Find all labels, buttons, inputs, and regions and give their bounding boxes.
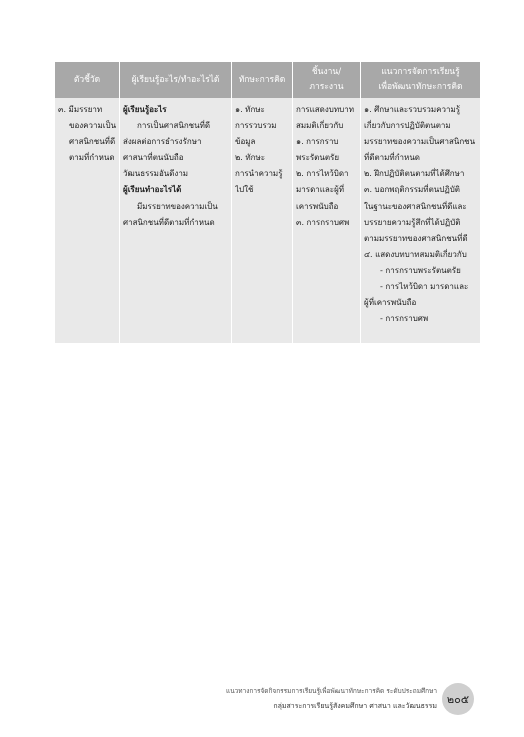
learning-table: [55, 62, 480, 343]
table-row: [55, 98, 480, 343]
learn-know-heading: ผู้เรียนรู้อะไร: [123, 105, 167, 114]
learn-know-line: ส่งผลต่อการธำรงรักษา: [123, 137, 202, 147]
cell-tasks: [293, 98, 361, 343]
activity-line: ๔. แสดงบทบาทสมมติเกี่ยวกับ: [364, 249, 467, 259]
activity-bullet: - การกราบพระรัตนตรัย: [380, 265, 461, 275]
learn-know-line: ศาสนาที่ตนนับถือ: [123, 153, 184, 163]
activity-bullet: - การกราบศพ: [380, 314, 429, 324]
activity-line: ที่ดีตามที่กำหนด: [364, 153, 420, 163]
page-footer: [226, 684, 437, 714]
header-indicator: ตัวชี้วัด: [55, 62, 120, 98]
cell-indicator: [55, 98, 120, 343]
header-learning: ผู้เรียนรู้อะไร/ทำอะไรได้: [120, 62, 232, 98]
header-activities-line2: เพื่อพัฒนาทักษะการคิด: [378, 82, 463, 92]
cell-learning: [120, 98, 232, 343]
table-header-row: [55, 62, 480, 98]
task-line: ๒. การไหว้บิดา: [296, 169, 349, 179]
learn-know-line: การเป็นศาสนิกชนที่ดี: [137, 121, 211, 131]
header-activities: [361, 62, 481, 98]
activity-line: ตามมรรยาทของศาสนิกชนที่ดี: [364, 233, 468, 243]
indicator-line: ของความเป็น: [69, 121, 116, 131]
activity-line: เกี่ยวกับการปฏิบัติตนตาม: [364, 121, 451, 131]
indicator-table: [55, 62, 476, 343]
task-line: พระรัตนตรัย: [296, 153, 340, 163]
activity-bullet: - การไหว้บิดา มารดาและ: [380, 282, 469, 292]
header-tasks: [293, 62, 361, 98]
header-tasks-line2: ภาระงาน: [309, 82, 344, 92]
skill-line: ข้อมูล: [235, 137, 256, 147]
task-line: มารดาและผู้ที่: [296, 185, 345, 195]
skill-line: ๒. ทักษะ: [235, 153, 266, 163]
activity-line: ๒. ฝึกปฏิบัติตนตามที่ได้ศึกษา: [364, 169, 465, 179]
footer-subject-area: กลุ่มสาระการเรียนรู้สังคมศึกษา ศาสนา และวัฒนธรรม: [273, 702, 437, 710]
skill-line: การรวบรวม: [235, 121, 277, 131]
task-line: เคารพนับถือ: [296, 201, 339, 211]
indicator-line: ศาสนิกชนที่ดี: [69, 137, 116, 147]
learn-do-line: มีมรรยาทของความเป็น: [137, 201, 218, 211]
footer-book-title: แนวทางการจัดกิจกรรมการเรียนรู้เพื่อพัฒนาทักษะการคิด ระดับประถมศึกษา: [226, 687, 437, 695]
cell-activities: [361, 98, 481, 343]
skill-line: การนำความรู้: [235, 169, 283, 179]
task-line: สมมติเกี่ยวกับ: [296, 121, 344, 131]
header-skills: ทักษะการคิด: [232, 62, 293, 98]
activity-line: บรรยายความรู้สึกที่ได้ปฏิบัติ: [364, 217, 461, 227]
indicator-line: ตามที่กำหนด: [69, 153, 115, 163]
activity-line: ผู้ที่เคารพนับถือ: [364, 298, 417, 308]
learn-do-line: ศาสนิกชนที่ดีตามที่กำหนด: [123, 217, 215, 227]
activity-line: ๓. บอกพฤติกรรมที่ตนปฏิบัติ: [364, 185, 460, 195]
activity-line: ๑. ศึกษาและรวบรวมความรู้: [364, 105, 461, 114]
indicator-line: ๓. มีมรรยาท: [58, 105, 103, 114]
learn-know-line: วัฒนธรรมอันดีงาม: [123, 169, 189, 179]
learn-do-heading: ผู้เรียนทำอะไรได้: [123, 185, 182, 195]
skill-line: ๑. ทักษะ: [235, 105, 265, 114]
header-tasks-line1: ชิ้นงาน/: [311, 67, 342, 77]
activity-line: มรรยาทของความเป็นศาสนิกชน: [364, 137, 476, 147]
header-activities-line1: แนวการจัดการเรียนรู้: [381, 67, 460, 77]
skill-line: ไปใช้: [235, 185, 254, 195]
page-number-badge: ๒๐๕: [442, 683, 474, 715]
task-line: การแสดงบทบาท: [296, 105, 354, 114]
task-line: ๓. การกราบศพ: [296, 217, 350, 227]
task-line: ๑. การกราบ: [296, 137, 339, 147]
activity-line: ในฐานะของศาสนิกชนที่ดีและ: [364, 201, 467, 211]
cell-skills: [232, 98, 293, 343]
